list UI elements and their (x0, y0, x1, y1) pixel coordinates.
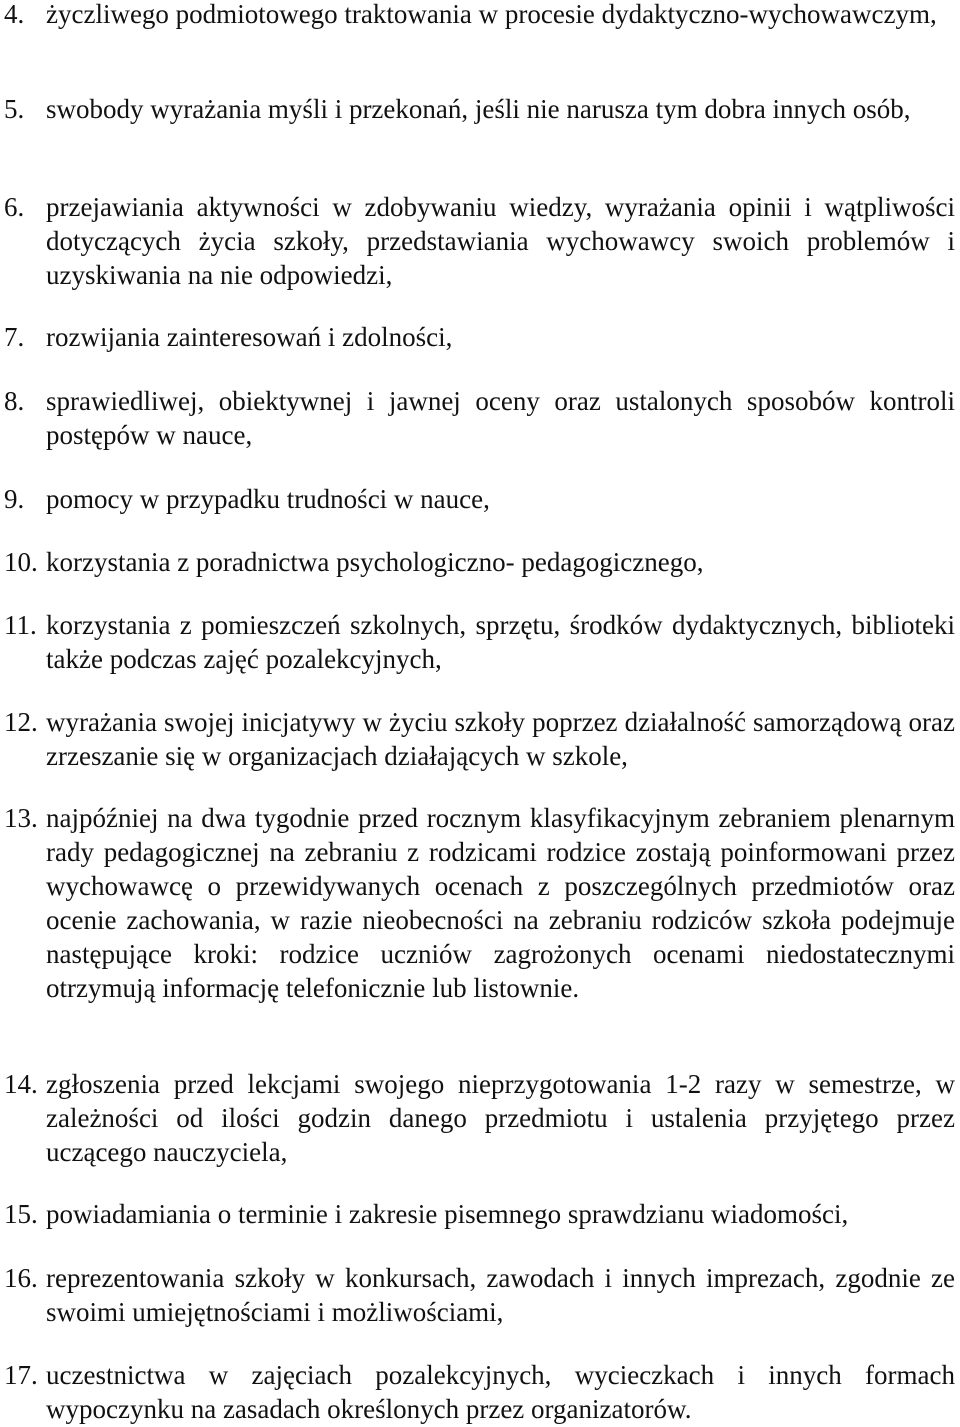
list-item-text: korzystania z pomieszczeń szkolnych, sprzętu, środków dydaktycznych, biblioteki także podczas zajęć pozalekcyjnych, (46, 610, 955, 674)
list-item-text: sprawiedliwej, obiektywnej i jawnej oceny oraz ustalonych sposobów kontroli postępów w nauce, (46, 386, 955, 450)
list-item-number: 9. (4, 484, 25, 514)
list-item-number: 10. (4, 547, 38, 577)
list-item-text: rozwijania zainteresowań i zdolności, (46, 322, 453, 352)
list-item-text: zgłoszenia przed lekcjami swojego nieprzygotowania 1-2 razy w semestrze, w zależności od ilości godzin danego przedmiotu i ustalenia przyjętego przez uczącego nauczyciela, (46, 1069, 955, 1167)
list-item-number: 11. (4, 610, 37, 640)
list-item-number: 16. (4, 1263, 38, 1293)
list-item-text: swobody wyrażania myśli i przekonań, jeśli nie narusza tym dobra innych osób, (46, 94, 911, 124)
list-item-text: wyrażania swojej inicjatywy w życiu szkoły poprzez działalność samorządową oraz zrzeszanie się w organizacjach działających w szkole, (46, 707, 955, 771)
list-item-text: pomocy w przypadku trudności w nauce, (46, 484, 490, 514)
list-item-number: 17. (4, 1360, 38, 1390)
list-item-number: 8. (4, 386, 25, 416)
list-item-text: życzliwego podmiotowego traktowania w procesie dydaktyczno-wychowawczym, (46, 0, 937, 29)
list-item-number: 7. (4, 322, 25, 352)
list-item-text: uczestnictwa w zajęciach pozalekcyjnych, wycieczkach i innych formach wypoczynku na zasadach określonych przez organizatorów. (46, 1360, 955, 1424)
list-item-number: 6. (4, 192, 25, 222)
list-item-number: 12. (4, 707, 38, 737)
list-item-number: 15. (4, 1199, 38, 1229)
list-item-text: przejawiania aktywności w zdobywaniu wiedzy, wyrażania opinii i wątpliwości dotyczących życia szkoły, przedstawiania wychowawcy swoich problemów i uzyskiwania na nie odpowiedzi, (46, 192, 955, 290)
list-item-text: powiadamiania o terminie i zakresie pisemnego sprawdzianu wiadomości, (46, 1199, 849, 1229)
list-item-number: 14. (4, 1069, 38, 1099)
list-item-number: 4. (4, 0, 25, 29)
list-item-number: 13. (4, 803, 38, 833)
list-item-number: 5. (4, 94, 25, 124)
list-item-text: najpóźniej na dwa tygodnie przed rocznym klasyfikacyjnym zebraniem plenarnym rady pedagogicznej na zebraniu z rodzicami rodzice zostają poinformowani przez wychowawcę o przewidywanych ocenach z poszczególnych przedmiotów oraz ocenie zachowania, w razie nieobecności na zebraniu rodziców szkoła podejmuje następujące kroki: rodzice uczniów zagrożonych ocenami niedostatecznymi otrzymują informację telefonicznie lub listownie. (46, 803, 955, 1003)
list-item-text: korzystania z poradnictwa psychologiczno- pedagogicznego, (46, 547, 704, 577)
list-item-text: reprezentowania szkoły w konkursach, zawodach i innych imprezach, zgodnie ze swoimi umiejętnościami i możliwościami, (46, 1263, 955, 1327)
